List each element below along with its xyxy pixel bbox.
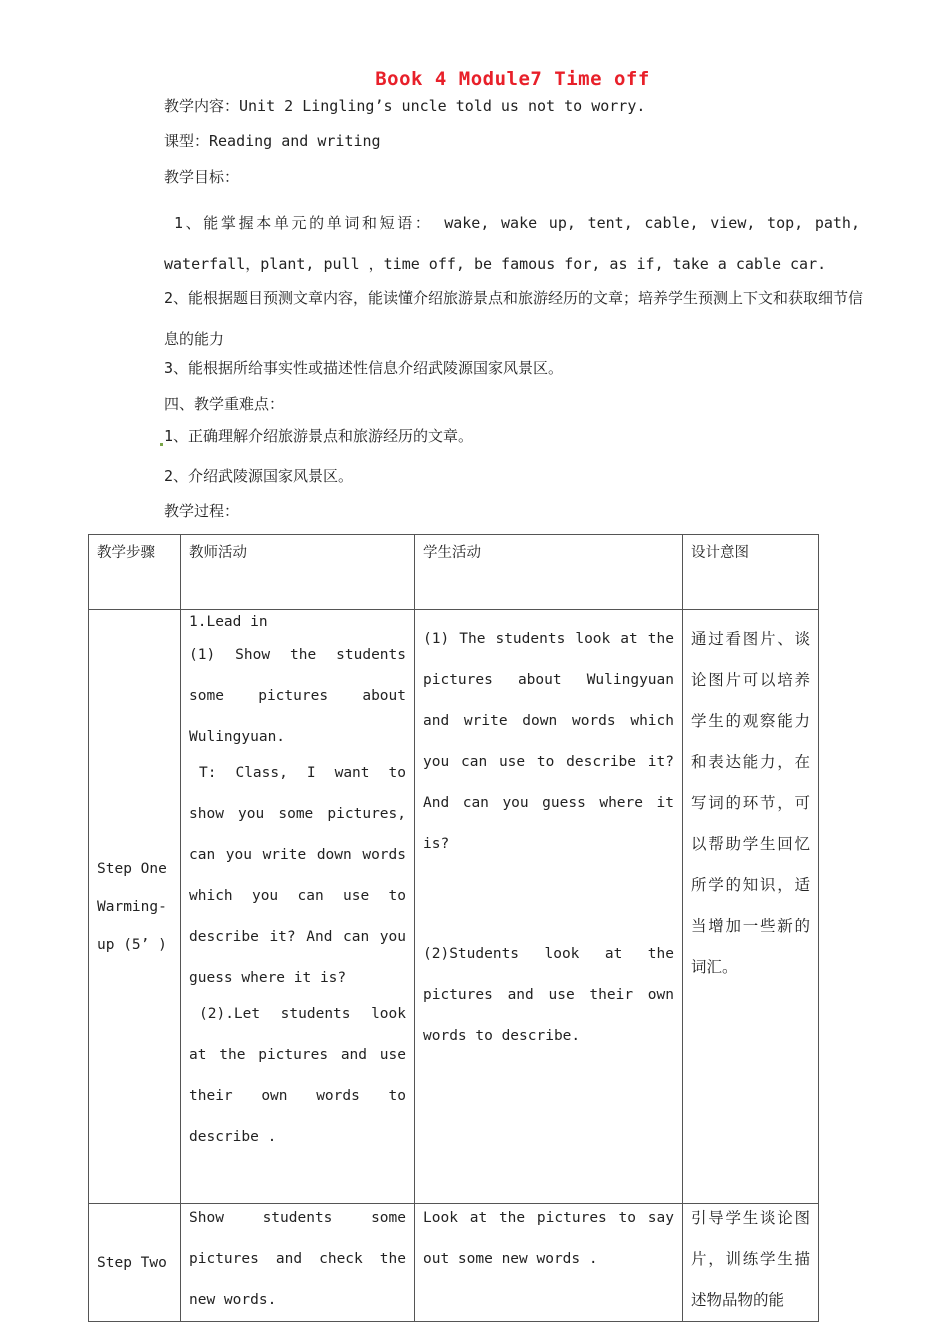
teacher-step-2: (2).Let students look at the pictures and use their own words to describe . — [189, 1006, 406, 1145]
header-student: 学生活动 — [415, 535, 683, 610]
key-point-1 — [160, 426, 473, 446]
teacher-activity-cell-2 — [181, 1204, 415, 1322]
objective-3: 3、能根据所给事实性或描述性信息介绍武陵源国家风景区。 — [164, 359, 564, 377]
objectives-heading: 教学目标： — [164, 168, 240, 186]
key-point-2: 2、介绍武陵源国家风景区。 — [164, 467, 354, 485]
key-point-1-text: 1、正确理解介绍旅游景点和旅游经历的文章。 — [164, 427, 474, 445]
student-step-1: (1) The students look at the pictures about Wulingyuan and write down words which you can use to describe it? And can you guess where it is? — [423, 631, 674, 852]
teaching-content: 教学内容：Unit 2 Lingling’s uncle told us not to worry. — [164, 97, 646, 115]
student-activity-cell-2 — [415, 1204, 683, 1322]
key-points-heading: 四、教学重难点： — [164, 395, 285, 413]
step-two-label: Step Two — [89, 1204, 181, 1322]
green-mark-icon — [160, 443, 163, 446]
design-intent-cell — [683, 610, 819, 1204]
step-one-label: Step One Warming-up (5’ ) — [89, 610, 181, 1204]
objective-1 — [164, 203, 860, 285]
teacher-step-1: (1) Show the students some pictures about Wulingyuan. — [189, 647, 406, 745]
student-step-2: (2)Students look at the pictures and use their own words to describe. — [423, 946, 674, 1044]
teacher-talk: T: Class, I want to show you some pictures, can you write down words which you can use to describe it? And can you guess where it is? — [189, 765, 406, 986]
design-intent-cell-2 — [683, 1204, 819, 1322]
header-step: 教学步骤 — [89, 535, 181, 610]
student-activity-cell — [415, 610, 683, 1204]
document-title: Book 4 Module7 Time off — [375, 68, 650, 90]
process-heading: 教学过程： — [164, 502, 240, 520]
objective-2: 2、能根据题目预测文章内容，能读懂介绍旅游景点和旅游经历的文章；培养学生预测上下文和获取细节信息的能力 — [164, 289, 864, 348]
table-row — [89, 1204, 819, 1322]
table-header-row — [89, 535, 819, 610]
teacher-activity-2: Show students some pictures and check the new words. — [189, 1210, 406, 1308]
lead-in: 1.Lead in — [189, 614, 268, 630]
header-design: 设计意图 — [683, 535, 819, 610]
student-activity-2: Look at the pictures to say out some new words . — [423, 1210, 674, 1267]
objective-1-line-2: waterfall，plant, pull ，time off, be famous for, as if, take a cable car. — [164, 255, 827, 273]
design-intent-text: 通过看图片、谈论图片可以培养学生的观察能力和表达能力，在写词的环节，可以帮助学生回忆所学的知识，适当增加一些新的词汇。 — [691, 630, 810, 976]
table-row — [89, 610, 819, 1204]
design-intent-2: 引导学生谈论图片，训练学生描述物品物的能 — [691, 1209, 810, 1309]
objective-1-line-1: 1、能掌握本单元的单词和短语： wake, wake up, tent, cable, view, top, path, — [174, 214, 860, 232]
lesson-type: 课型：Reading and writing — [164, 132, 381, 150]
lesson-table — [88, 534, 819, 1322]
teacher-activity-cell — [181, 610, 415, 1204]
header-teacher: 教师活动 — [181, 535, 415, 610]
